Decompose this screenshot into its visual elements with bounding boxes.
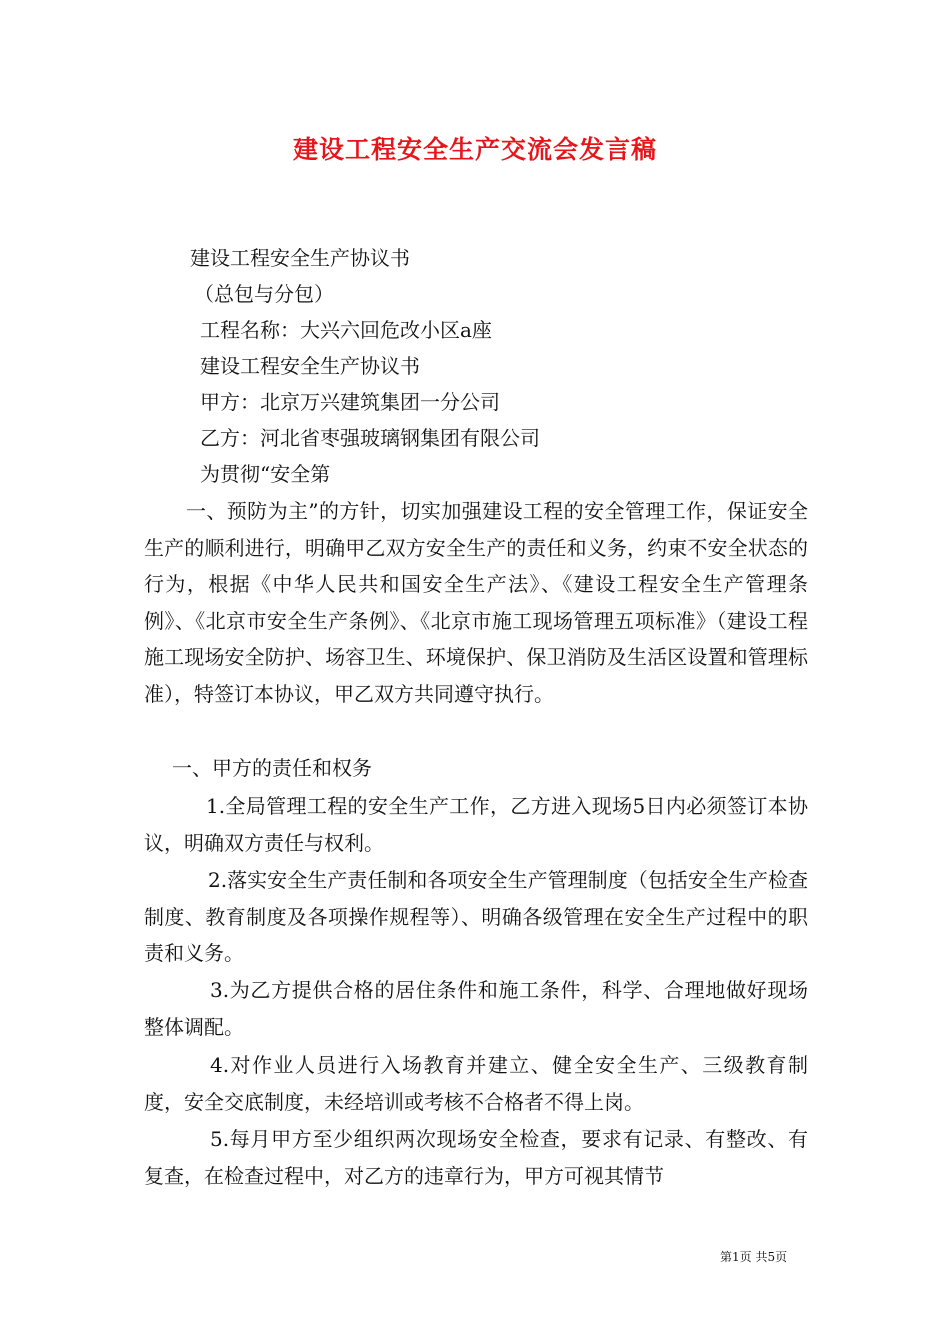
clause-1: 1.全局管理工程的安全生产工作，乙方进入现场5日内必须签订本协议，明确双方责任与权利。 [144, 794, 808, 855]
header-line: 工程名称：大兴六回危改小区a座 [200, 318, 492, 342]
clause-4: 4.对作业人员进行入场教育并建立、健全安全生产、三级教育制度，安全交底制度，未经培训或考核不合格者不得上岗。 [144, 1053, 808, 1114]
clause-5: 5.每月甲方至少组织两次现场安全检查，要求有记录、有整改、有复查，在检查过程中，对乙方的违章行为，甲方可视其情节 [144, 1127, 808, 1188]
header-line: 建设工程安全生产协议书 [200, 354, 420, 378]
clause-3: 3.为乙方提供合格的居住条件和施工条件，科学、合理地做好现场整体调配。 [144, 978, 808, 1039]
header-line: 乙方：河北省枣强玻璃钢集团有限公司 [200, 426, 540, 450]
paragraph-intro: 一、预防为主”的方针，切实加强建设工程的安全管理工作，保证安全生产的顺利进行，明确甲乙双方安全生产的责任和义务，约束不安全状态的行为，根据《中华人民共和国安全生产法》、《建设工程安全生产管理条例》、《北京市安全生产条例》、《北京市施工现场管理五项标准》（建设工程施工现场安全防护、场容卫生、环境保护、保卫消防及生活区设置和管理标准），特签订本协议，甲乙双方共同遵守执行。 [144, 499, 808, 706]
page-number: 第1页 共5页 [720, 1250, 788, 1264]
header-line: 建设工程安全生产协议书 [190, 246, 410, 270]
section-heading: 一、甲方的责任和权务 [172, 756, 372, 780]
header-line: （总包与分包） [194, 282, 334, 306]
header-line: 为贯彻“安全第 [200, 462, 331, 486]
document-title: 建设工程安全生产交流会发言稿 [292, 135, 657, 164]
header-line: 甲方：北京万兴建筑集团一分公司 [200, 390, 500, 414]
clause-2: 2.落实安全生产责任制和各项安全生产管理制度（包括安全生产检查制度、教育制度及各项操作规程等）、明确各级管理在安全生产过程中的职责和义务。 [144, 868, 808, 965]
